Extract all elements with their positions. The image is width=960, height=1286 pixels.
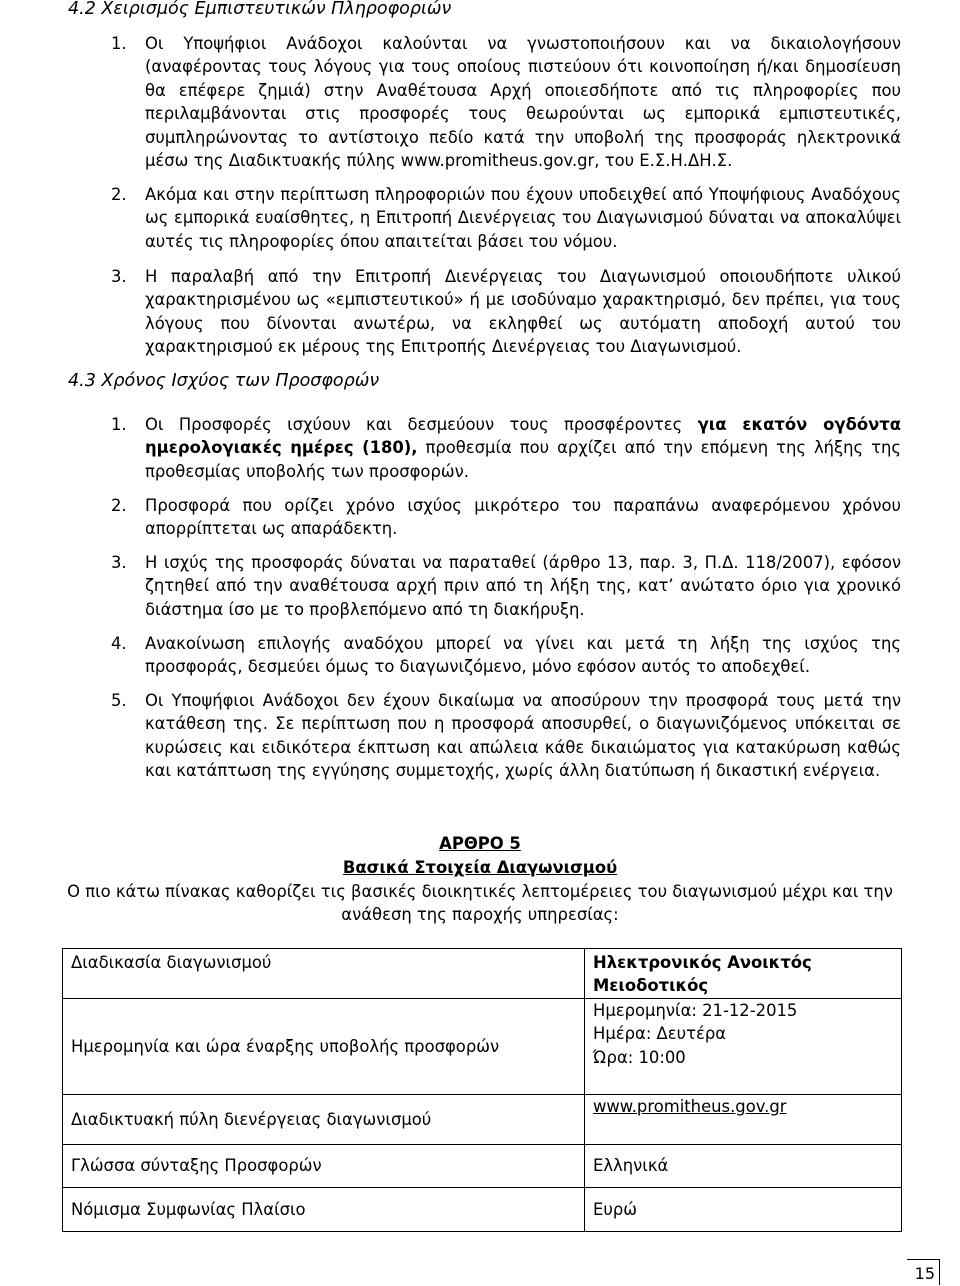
day-line: Ημέρα: Δευτέρα — [593, 1024, 727, 1044]
table-cell-label: Ημερομηνία και ώρα έναρξης υποβολής προσφορών — [63, 998, 585, 1094]
item-number: 2. — [111, 185, 127, 204]
item-text: Ακόμα και στην περίπτωση πληροφοριών που έχουν υποδειχθεί από Υποψήφιους Αναδόχους ως εμπορικά ευαίσθητες, η Επιτροπή Διενέργειας του Διαγωνισμού δύναται να αποκαλύψει αυτές τις πληροφορίες όπου απαιτείται βάσει του νόμου. — [145, 185, 901, 251]
table-cell-value — [585, 998, 902, 1094]
article-subtitle: Βασικά Στοιχεία Διαγωνισμού — [342, 858, 618, 877]
table-cell-label: Νόμισμα Συμφωνίας Πλαίσιο — [63, 1187, 585, 1231]
table-row — [63, 1144, 902, 1187]
table-cell-value: Ηλεκτρονικός Ανοικτός Μειοδοτικός — [585, 949, 902, 999]
item-number: 3. — [111, 267, 127, 286]
table-cell-label: Διαδικασία διαγωνισμού — [63, 949, 585, 999]
list-item — [111, 551, 901, 621]
table-cell-value: Ελληνικά — [585, 1144, 902, 1187]
item-number: 1. — [111, 415, 127, 434]
list-item — [111, 32, 901, 172]
table-cell-value — [585, 1094, 902, 1144]
item-number: 1. — [111, 34, 127, 53]
list-item — [111, 183, 901, 253]
item-number: 5. — [111, 691, 127, 710]
time-line: Ώρα: 10:00 — [593, 1047, 686, 1067]
item-text: Οι Υποψήφιοι Ανάδοχοι δεν έχουν δικαίωμα να αποσύρουν την προσφορά τους μετά την κατάθεση της. Σε περίπτωση που η προσφορά αποσυρθεί, ο διαγωνιζόμενος υπόκειται σε κυρώσεις και ειδικότερα έκπτωση και απώλεια κάθε δικαιώματος για κατακύρωση καθώς και κατάπτωση της εγγύησης συμμετοχής, χωρίς άλλη διατύπωση ή δικαστική ενέργεια. — [145, 691, 901, 781]
table-row — [63, 998, 902, 1094]
list-item — [111, 689, 901, 783]
list-item — [111, 494, 901, 541]
item-text: Ανακοίνωση επιλογής αναδόχου μπορεί να γίνει και μετά τη λήξη της ισχύος της προσφοράς, δεσμεύει όμως το διαγωνιζόμενο, μόνο εφόσον αυτός το αποδεχθεί. — [145, 634, 901, 677]
item-text: Οι Προσφορές ισχύουν και δεσμεύουν τους προσφέροντες για εκατόν ογδόντα ημερολογιακές ημέρες (180), προθεσμία που αρχίζει από την επόμενη της λήξης της προθεσμίας υποβολής των προσφορών. — [145, 415, 901, 481]
promitheus-link[interactable]: www.promitheus.gov.gr — [593, 1096, 787, 1116]
list-item — [111, 413, 901, 483]
article-intro: Ο πιο κάτω πίνακας καθορίζει τις βασικές διοικητικές λεπτομέρειες του διαγωνισμού μέχρι και την ανάθεση της παροχής υπηρεσίας: — [67, 882, 893, 925]
item-text: Οι Υποψήφιοι Ανάδοχοι καλούνται να γνωστοποιήσουν και να δικαιολογήσουν (αναφέροντας τους λόγους για τους οποίους πιστεύουν ότι κοινοποίηση ή/και δημοσίευση θα επέφερε ζημιά) στην Αναθέτουσα Αρχή οποιεσδήποτε από τις πληροφορίες που περιλαμβάνονται στις προσφορές τους θεωρούνται ως εμπορικά εμπιστευτικές, συμπληρώνοντας το αντίστοιχο πεδίο κατά την υποβολή της προσφοράς ηλεκτρονικά μέσω της Διαδικτυακής πύλης www.promitheus.gov.gr, του Ε.Σ.Η.ΔΗ.Σ. — [145, 34, 901, 171]
table-row — [63, 1187, 902, 1231]
section-heading-4-2: 4.2 Χειρισμός Εμπιστευτικών Πληροφοριών — [68, 0, 452, 19]
page-number: 15 — [907, 1259, 940, 1285]
table-cell-label: Γλώσσα σύνταξης Προσφορών — [63, 1144, 585, 1187]
list-item — [111, 632, 901, 679]
item-number: 3. — [111, 553, 127, 572]
item-text: Η ισχύς της προσφοράς δύναται να παραταθεί (άρθρο 13, παρ. 3, Π.Δ. 118/2007), εφόσον ζητηθεί από την αναθέτουσα αρχή πριν από τη λήξη της, κατ’ ανώτατο όριο για χρονικό διάστημα ίσο με το προβλεπόμενο από τη διακήρυξη. — [145, 553, 901, 619]
article-title: ΑΡΘΡΟ 5 — [439, 834, 521, 853]
item-number: 4. — [111, 634, 127, 653]
list-item — [111, 265, 901, 359]
section-heading-4-3: 4.3 Χρόνος Ισχύος των Προσφορών — [68, 371, 380, 391]
basic-details-table — [62, 948, 902, 1232]
table-cell-label: Διαδικτυακή πύλη διενέργειας διαγωνισμού — [63, 1094, 585, 1144]
item-text: Η παραλαβή από την Επιτροπή Διενέργειας του Διαγωνισμού οποιουδήποτε υλικού χαρακτηρισμένου ως «εμπιστευτικού» ή με ισοδύναμο χαρακτηρισμό, δεν πρέπει, για τους λόγους που δίνονται ανωτέρω, να εκληφθεί ως αυτόματη αποδοχή αυτού του χαρακτηρισμού εκ μέρους της Επιτροπής Διενέργειας του Διαγωνισμού. — [145, 267, 901, 357]
table-cell-value: Ευρώ — [585, 1187, 902, 1231]
table-row — [63, 1094, 902, 1144]
bold-validity-period: για εκατόν ογδόντα ημερολογιακές ημέρες (180), — [145, 415, 901, 458]
item-text: Προσφορά που ορίζει χρόνο ισχύος μικρότερο του παραπάνω αναφερόμενου χρόνου απορρίπτεται ως απαράδεκτη. — [145, 496, 901, 539]
item-number: 2. — [111, 496, 127, 515]
table-row — [63, 949, 902, 999]
date-line: Ημερομηνία: 21-12-2015 — [593, 1000, 798, 1020]
